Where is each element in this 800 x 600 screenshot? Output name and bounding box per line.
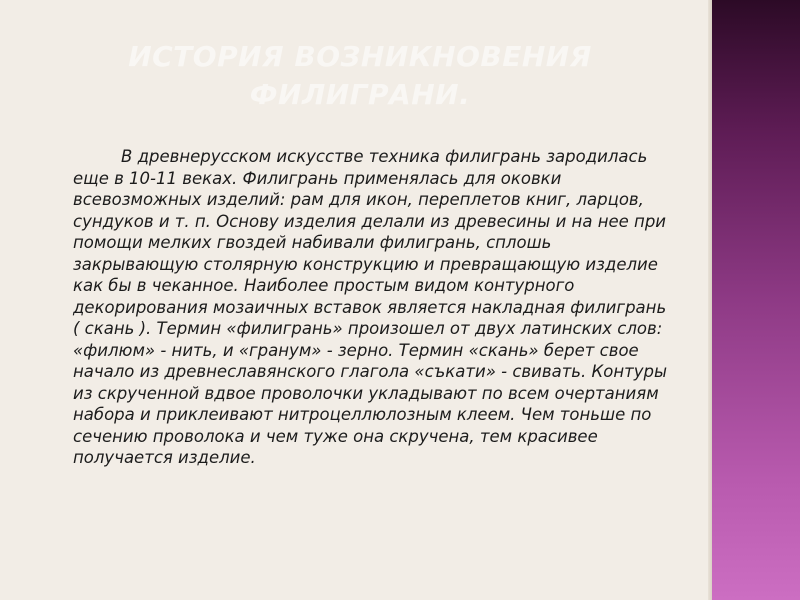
slide-title: ИСТОРИЯ ВОЗНИКНОВЕНИЯ ФИЛИГРАНИ. xyxy=(128,40,592,111)
slide-body-text: В древнерусском искусстве техника филигрань зародилась еще в 10-11 веках. Филигрань применялась для оковки всевозможных изделий: рам для икон, переплетов книг, ларцов, сундуков и т. п. Основу изделия делали из древесины и на нее при помощи мелких гвоздей набивали филигрань, сплошь закрывающую столярную конструкцию и превращающую изделие как бы в чеканное. Наиболее простым видом контурного декорирования мозаичных вставок является накладная филигрань ( скань ). Термин «филигрань» произошел от двух латинских слов: «филюм» - нить, и «гранум» - зерно. Термин «скань» берет свое начало из древнеславянского глагола «съкати» - свивать. Контуры из скрученной вдвое проволочки укладывают по всем очертаниям набора и приклеивают нитроцеллюлозным клеем. Чем тоньше по сечению проволока и чем туже она скручена, тем красивее получается изделие. xyxy=(73,147,667,467)
decorative-purple-stripe xyxy=(712,0,800,600)
